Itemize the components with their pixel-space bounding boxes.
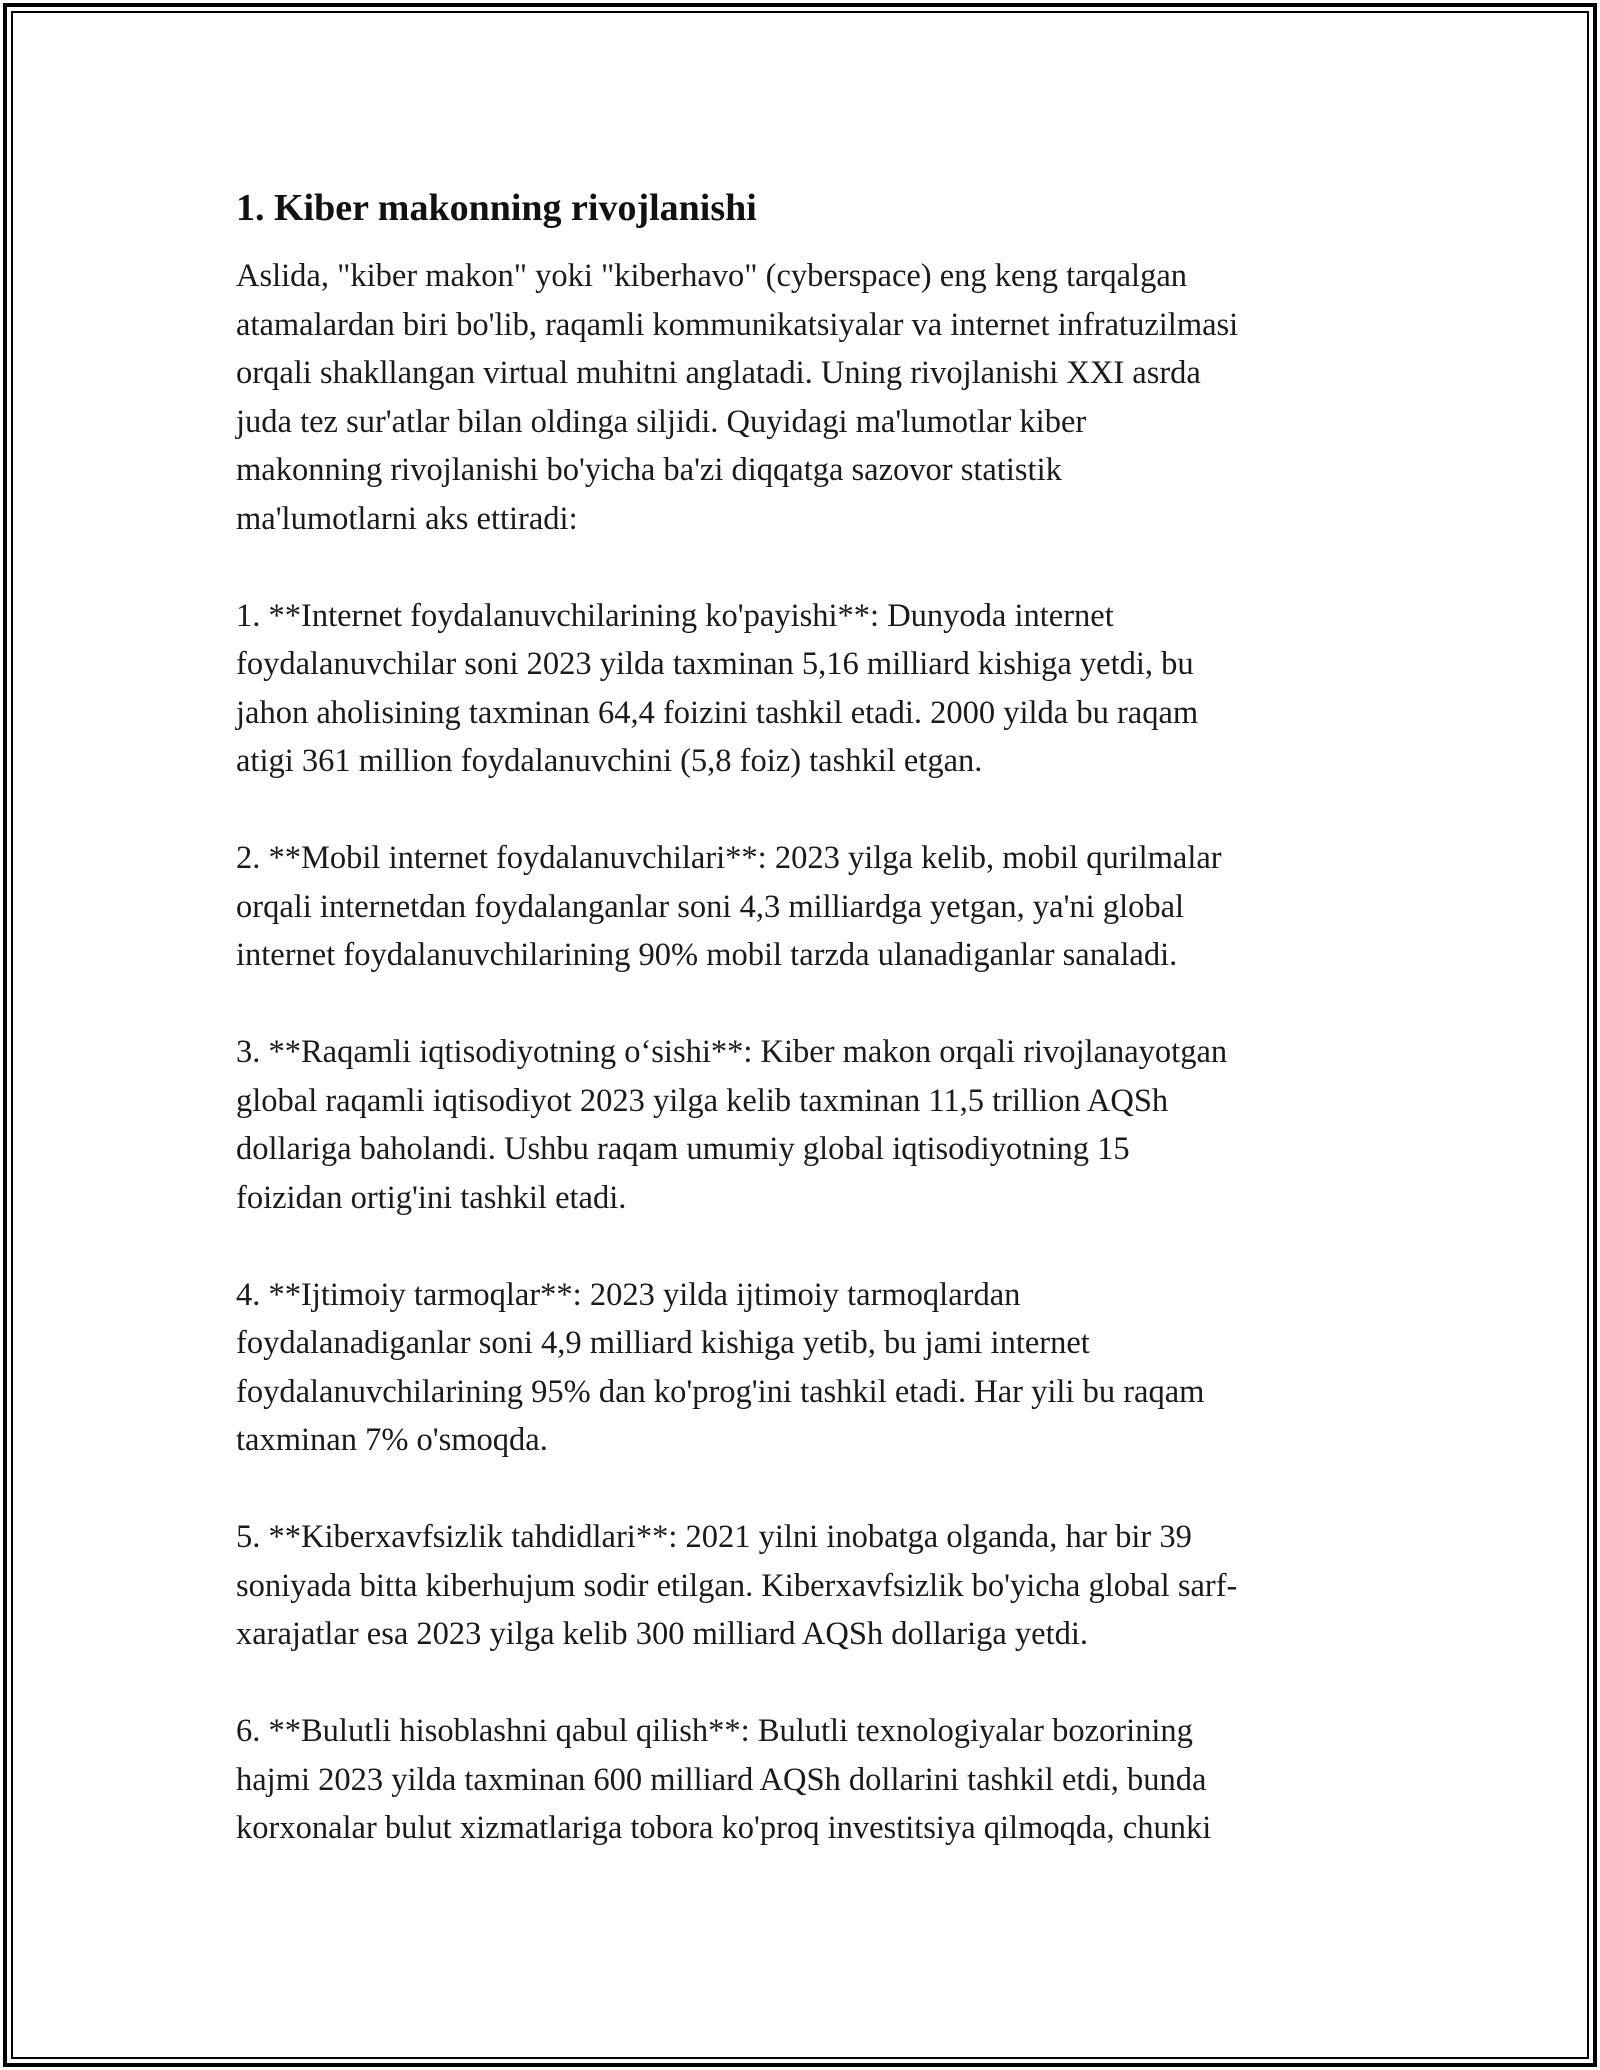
document-body xyxy=(236,184,1376,1901)
list-item-internet-users: 1. **Internet foydalanuvchilarining ko'payishi**: Dunyoda internet foydalanuvchilar soni 2023 yilda taxminan 5,16 milliard kishiga yetdi, bu jahon aholisining taxminan 64,4 foizini tashkil etadi. 2000 yilda bu raqam atigi 361 million foydalanuvchini (5,8 foiz) tashkil etgan. xyxy=(236,597,1199,779)
intro-paragraph: Aslida, "kiber makon" yoki "kiberhavo" (cyberspace) eng keng tarqalgan atamalardan biri bo'lib, raqamli kommunikatsiyalar va internet infratuzilmasi orqali shakllangan virtual muhitni anglatadi. Uning rivojlanishi XXI asrda juda tez sur'atlar bilan oldinga siljidi. Quyidagi ma'lumotlar kiber makonning rivojlanishi bo'yicha ba'zi diqqatga sazovor statistik ma'lumotlarni aks ettiradi: xyxy=(236,258,1239,537)
list-item-mobile-internet: 2. **Mobil internet foydalanuvchilari**: 2023 yilga kelib, mobil qurilmalar orqali internetdan foydalanganlar soni 4,3 milliardga yetgan, ya'ni global internet foydalanuvchilarining 90% mobil tarzda ulanadiganlar sanaladi. xyxy=(236,840,1222,973)
list-item-social-networks: 4. **Ijtimoiy tarmoqlar**: 2023 yilda ijtimoiy tarmoqlardan foydalanadiganlar soni 4,9 milliard kishiga yetib, bu jami internet foydalanuvchilarining 95% dan ko'prog'ini tashkil etadi. Har yili bu raqam taxminan 7% o'smoqda. xyxy=(236,1276,1205,1458)
list-item-cloud-computing: 6. **Bulutli hisoblashni qabul qilish**: Bulutli texnologiyalar bozorining hajmi 2023 yilda taxminan 600 milliard AQSh dollarini tashkil etdi, bunda korxonalar bulut xizmatlariga tobora ko'proq investitsiya qilmoqda, chunki xyxy=(236,1713,1212,1846)
section-heading: 1. Kiber makonning rivojlanishi xyxy=(236,187,757,229)
list-item-cybersecurity: 5. **Kiberxavfsizlik tahdidlari**: 2021 yilni inobatga olganda, har bir 39 soniyada bitta kiberhujum sodir etilgan. Kiberxavfsizlik bo'yicha global sarf- xarajatlar esa 2023 yilga kelib 300 milliard AQSh dollariga yetdi. xyxy=(236,1519,1238,1652)
list-item-digital-economy: 3. **Raqamli iqtisodiyotning o‘sishi**: Kiber makon orqali rivojlanayotgan global raqamli iqtisodiyot 2023 yilga kelib taxminan 11,5 trillion AQSh dollariga baholandi. Ushbu raqam umumiy global iqtisodiyotning 15 foizidan ortig'ini tashkil etadi. xyxy=(236,1034,1228,1216)
